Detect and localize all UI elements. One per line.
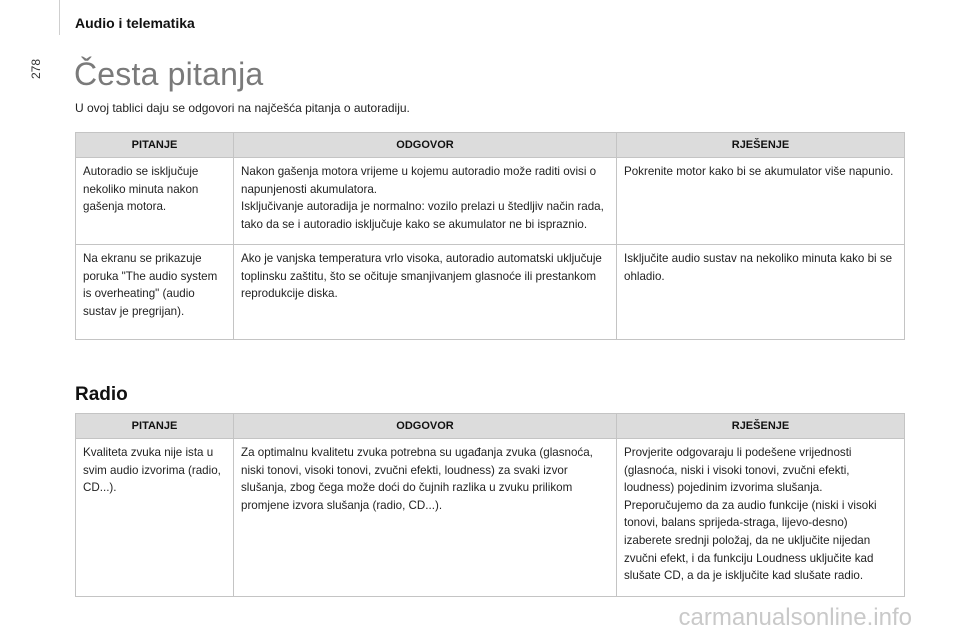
answer-text: Nakon gašenja motora vrijeme u kojemu autoradio može raditi ovisi o napunjenosti akumulatora. — [241, 165, 597, 196]
radio-faq-table — [75, 413, 905, 597]
section-title: Audio i telematika — [75, 15, 195, 31]
question-cell — [76, 245, 234, 340]
column-header-answer: ODGOVOR — [234, 133, 617, 158]
answer-text: Isključivanje autoradija je normalno: vozilo prelazi u štedljiv način rada, tako da se i autoradio isključuje kako se akumulator ne bi ispraznio. — [241, 200, 604, 231]
answer-cell — [234, 439, 617, 597]
faq-table — [75, 132, 905, 340]
page-number: 278 — [29, 58, 43, 80]
table-header-row — [76, 414, 905, 439]
column-header-solution: RJEŠENJE — [617, 414, 905, 439]
question-text: Autoradio se isključuje nekoliko minuta nakon gašenja motora. — [83, 165, 199, 214]
page-heading: Česta pitanja — [74, 56, 264, 92]
solution-text: Pokrenite motor kako bi se akumulator više napunio. — [624, 165, 894, 178]
solution-text: Provjerite odgovaraju li podešene vrijednosti (glasnoća, niski i visoki tonovi, zvučni efekti, loudness) pojedinim izvorima slušanja. — [624, 446, 852, 495]
solution-text: Preporučujemo da za audio funkcije (niski i visoki tonovi, balans sprijeda-straga, lijevo-desno) izaberete srednji položaj, da ne uključite nijedan zvučni efekt, i da funkciju Loudness uključite kad slušate CD, a da je isključite kad slušate radio. — [624, 498, 877, 583]
question-cell — [76, 158, 234, 245]
solution-text: Isključite audio sustav na nekoliko minuta kako bi se ohladio. — [624, 252, 893, 283]
table-row — [76, 158, 905, 245]
table-header-row — [76, 133, 905, 158]
column-header-solution: RJEŠENJE — [617, 133, 905, 158]
solution-cell — [617, 158, 905, 245]
column-header-question: PITANJE — [76, 133, 234, 158]
margin-rule — [59, 0, 60, 35]
answer-text: Ako je vanjska temperatura vrlo visoka, autoradio automatski uključuje toplinsku zaštitu, što se očituje smanjivanjem glasnoće ili prestankom reprodukcije diska. — [241, 252, 602, 301]
answer-cell — [234, 158, 617, 245]
table-row — [76, 439, 905, 597]
solution-cell — [617, 245, 905, 340]
table-row — [76, 245, 905, 340]
question-text: Kvaliteta zvuka nije ista u svim audio izvorima (radio, CD...). — [83, 446, 221, 495]
column-header-question: PITANJE — [76, 414, 234, 439]
solution-cell — [617, 439, 905, 597]
radio-heading: Radio — [75, 384, 128, 405]
answer-text: Za optimalnu kvalitetu zvuka potrebna su ugađanja zvuka (glasnoća, niski tonovi, visoki tonovi, zvučni efekti, loudness) za svaki izvor slušanja, zbog čega može doći do čujnih razlika u zvuku prilikom promjene izvora slušanja (radio, CD...). — [241, 446, 593, 512]
watermark: carmanualsonline.info — [678, 604, 912, 631]
intro-text: U ovoj tablici daju se odgovori na najčešća pitanja o autoradiju. — [75, 101, 410, 115]
question-text: Na ekranu se prikazuje poruka "The audio system is overheating" (audio sustav je pregrijan). — [83, 252, 218, 318]
question-cell — [76, 439, 234, 597]
answer-cell — [234, 245, 617, 340]
column-header-answer: ODGOVOR — [234, 414, 617, 439]
